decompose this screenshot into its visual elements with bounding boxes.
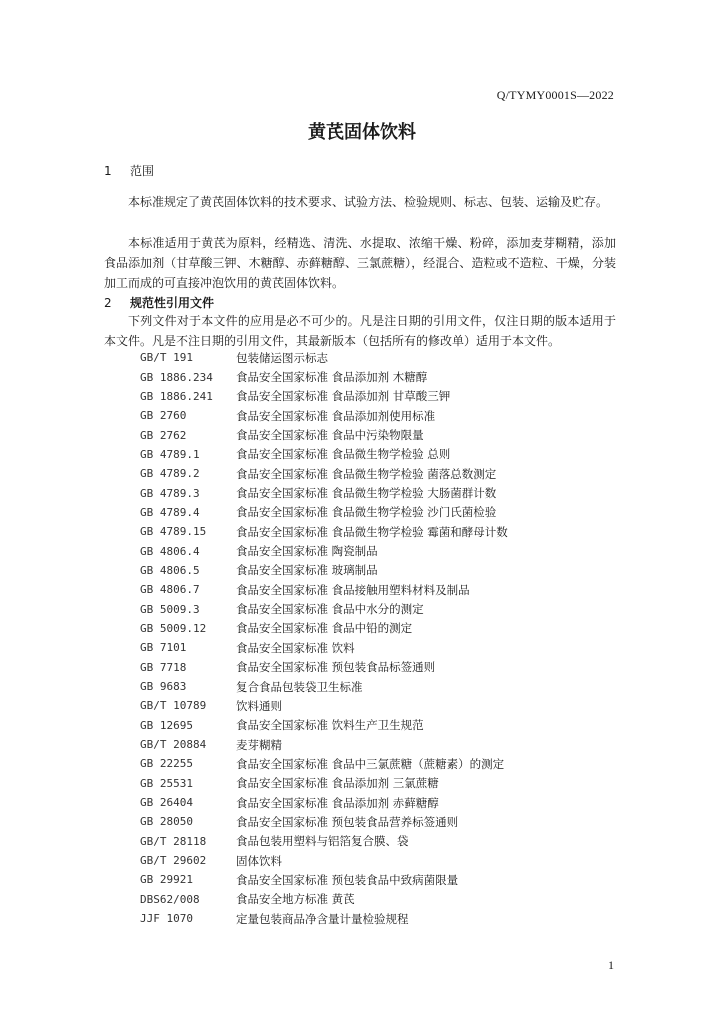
reference-title: 饮料通则: [236, 698, 282, 713]
reference-code: GB 4806.7: [140, 583, 200, 597]
reference-title: 食品安全国家标准 食品接触用塑料材料及制品: [236, 582, 470, 597]
reference-title: 固体饮料: [236, 853, 282, 868]
reference-title: 食品安全国家标准 陶瓷制品: [236, 544, 378, 559]
list-item: [140, 658, 620, 677]
reference-code: GB 7718: [140, 660, 187, 674]
list-item: [140, 348, 620, 367]
list-item: [140, 677, 620, 696]
reference-code: GB 26404: [140, 796, 193, 810]
reference-title: 食品安全国家标准 预包装食品营养标签通则: [236, 814, 459, 829]
list-item: [140, 619, 620, 638]
reference-code: GB 4806.5: [140, 563, 200, 577]
reference-title: 食品安全国家标准 食品微生物学检验 霉菌和酵母计数: [236, 524, 508, 539]
reference-code: GB 4789.4: [140, 505, 200, 519]
reference-title: 食品安全国家标准 食品微生物学检验 菌落总数测定: [236, 466, 497, 481]
reference-code: GB/T 20884: [140, 738, 207, 752]
list-item: [140, 445, 620, 464]
document-title: 黄芪固体饮料: [308, 122, 416, 143]
reference-code: GB 25531: [140, 776, 193, 790]
reference-title: 食品安全国家标准 食品添加剂使用标准: [236, 408, 436, 423]
list-item: [140, 599, 620, 618]
reference-code: GB 4806.4: [140, 544, 200, 558]
reference-title: 食品安全国家标准 饮料: [236, 640, 355, 655]
reference-code: GB 7101: [140, 641, 187, 655]
list-item: [140, 851, 620, 870]
list-item: [140, 580, 620, 599]
list-item: [140, 561, 620, 580]
reference-code: GB 2762: [140, 428, 187, 442]
list-item: [140, 483, 620, 502]
reference-code: GB 4789.15: [140, 525, 207, 539]
list-item: [140, 890, 620, 909]
reference-title: 食品安全国家标准 食品中水分的测定: [236, 602, 424, 617]
list-item: [140, 832, 620, 851]
list-item: [140, 812, 620, 831]
section-2-heading: [104, 294, 214, 311]
page-number: 1: [608, 958, 614, 972]
reference-code: GB 4789.1: [140, 447, 200, 461]
list-item: [140, 754, 620, 773]
reference-title: 定量包装商品净含量计量检验规程: [236, 911, 409, 926]
section-label: 范围: [130, 164, 155, 178]
reference-code: GB 12695: [140, 718, 193, 732]
list-item: [140, 793, 620, 812]
reference-title: 食品安全国家标准 食品添加剂 三氯蔗糖: [236, 776, 439, 791]
reference-code: GB 1886.234: [140, 370, 213, 384]
reference-code: GB 28050: [140, 815, 193, 829]
reference-title: 食品安全国家标准 食品微生物学检验 沙门氏菌检验: [236, 505, 497, 520]
reference-title: 食品安全国家标准 食品中三氯蔗糖（蔗糖素）的测定: [236, 756, 505, 771]
reference-code: GB 1886.241: [140, 389, 213, 403]
list-item: [140, 367, 620, 386]
reference-code: GB 29921: [140, 873, 193, 887]
reference-title: 食品安全国家标准 饮料生产卫生规范: [236, 718, 424, 733]
list-item: [140, 774, 620, 793]
list-item: [140, 387, 620, 406]
list-item: [140, 638, 620, 657]
section-label: 规范性引用文件: [130, 296, 215, 310]
section-number: 2: [104, 296, 112, 310]
list-item: [140, 870, 620, 889]
reference-code: GB/T 28118: [140, 834, 207, 848]
scope-paragraph-2: 本标准适用于黄芪为原料，经精选、清洗、水提取、浓缩干燥、粉碎，添加麦芽糊精，添加食品添加剂（甘草酸三钾、木糖醇、赤藓糖醇、三氯蔗糖），经混合、造粒或不造粒、干燥，分装加工而成的可直接冲泡饮用的黄芪固体饮料。: [104, 236, 616, 290]
reference-title: 食品安全国家标准 玻璃制品: [236, 563, 378, 578]
reference-code: GB/T 191: [140, 351, 193, 365]
reference-code: GB 2760: [140, 409, 187, 423]
reference-title: 食品安全国家标准 预包装食品标签通则: [236, 660, 436, 675]
list-item: [140, 716, 620, 735]
reference-title: 食品安全国家标准 食品微生物学检验 总则: [236, 447, 451, 462]
reference-title: 食品安全国家标准 预包装食品中致病菌限量: [236, 872, 459, 887]
reference-title: 食品安全地方标准 黄芪: [236, 892, 355, 907]
reference-list: [140, 348, 620, 928]
reference-title: 食品安全国家标准 食品添加剂 木糖醇: [236, 370, 428, 385]
scope-paragraph-1: 本标准规定了黄芪固体饮料的技术要求、试验方法、检验规则、标志、包装、运输及贮存。: [128, 195, 609, 209]
reference-title: 食品安全国家标准 食品中铅的测定: [236, 621, 413, 636]
list-item: [140, 503, 620, 522]
list-item: [140, 909, 620, 928]
reference-code: GB/T 29602: [140, 854, 207, 868]
section-number: 1: [104, 164, 112, 178]
list-item: [140, 406, 620, 425]
reference-title: 食品安全国家标准 食品微生物学检验 大肠菌群计数: [236, 486, 497, 501]
reference-code: GB/T 10789: [140, 699, 207, 713]
reference-title: 食品安全国家标准 食品添加剂 赤藓糖醇: [236, 795, 439, 810]
reference-code: GB 4789.2: [140, 467, 200, 481]
list-item: [140, 522, 620, 541]
reference-title: 食品安全国家标准 食品添加剂 甘草酸三钾: [236, 389, 451, 404]
list-item: [140, 425, 620, 444]
reference-code: DBS62/008: [140, 892, 200, 906]
reference-title: 复合食品包装袋卫生标准: [236, 679, 363, 694]
reference-title: 包装储运图示标志: [236, 350, 328, 365]
list-item: [140, 541, 620, 560]
list-item: [140, 464, 620, 483]
normative-references-paragraph: 下列文件对于本文件的应用是必不可少的。凡是注日期的引用文件，仅注日期的版本适用于本文件。凡是不注日期的引用文件，其最新版本（包括所有的修改单）适用于本文件。: [104, 314, 616, 348]
section-1-heading: [104, 162, 154, 179]
reference-code: GB 4789.3: [140, 486, 200, 500]
document-code: Q/TYMY0001S—2022: [496, 88, 614, 102]
reference-code: GB 5009.12: [140, 621, 207, 635]
list-item: [140, 735, 620, 754]
list-item: [140, 696, 620, 715]
reference-title: 食品包装用塑料与铝箔复合膜、袋: [236, 834, 409, 849]
reference-code: GB 5009.3: [140, 602, 200, 616]
reference-code: JJF 1070: [140, 912, 193, 926]
reference-code: GB 22255: [140, 757, 193, 771]
reference-title: 食品安全国家标准 食品中污染物限量: [236, 428, 424, 443]
reference-title: 麦芽糊精: [236, 737, 282, 752]
reference-code: GB 9683: [140, 680, 187, 694]
